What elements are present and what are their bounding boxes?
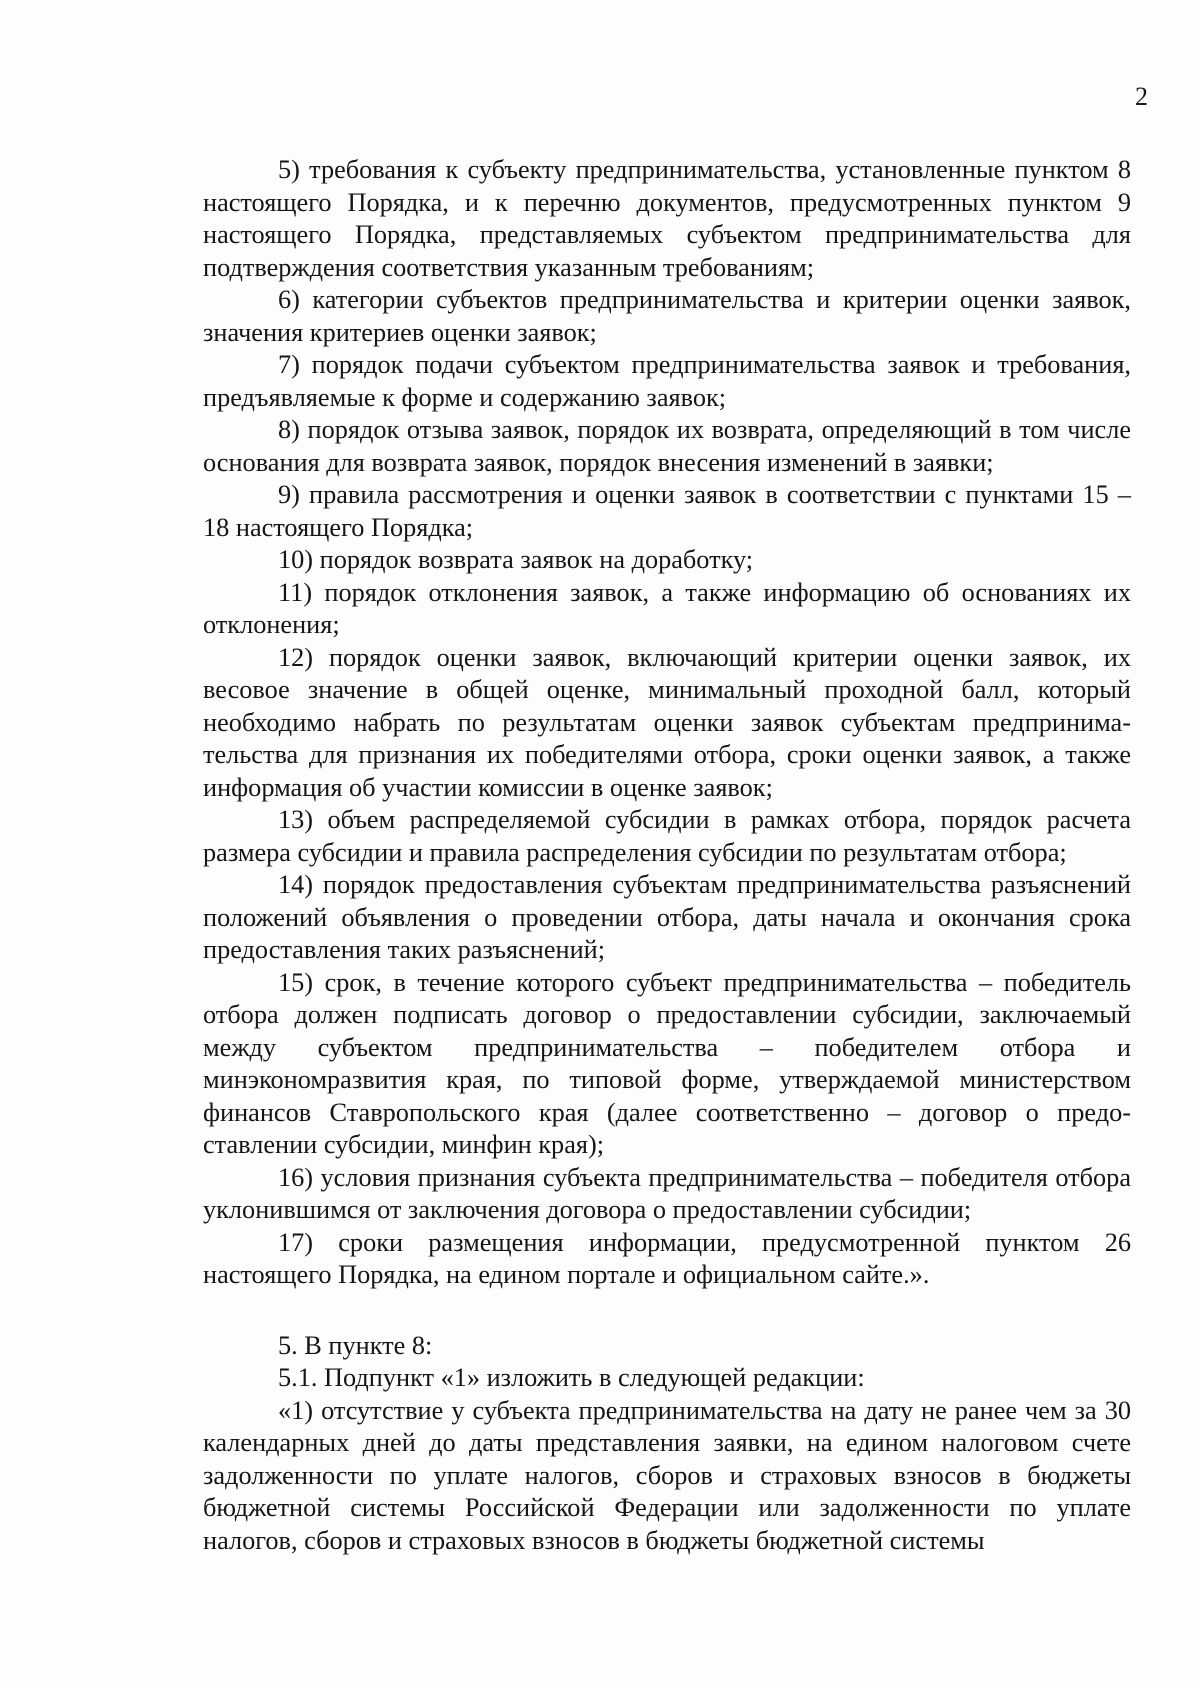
subsection-heading: 5.1. Подпункт «1» изложить в следующей редакции: (278, 1363, 865, 1392)
section-heading: 5. В пункте 8: (278, 1330, 433, 1360)
list-item-15: 15) срок, в течение которого субъект предпринимательства – победитель отбора должен подписать договор о предоставлении субсидии, заключаемый между субъектом предпринимательства – победителем отбора и минэкономразвития края, по типовой форме, утверждаемой министерством финансов Ставропольского края (далее соответственно – договор о предоставлении субсидии, минфин края); (203, 967, 1131, 1159)
list-item-14: 14) порядок предоставления субъектам предпринимательства разъяснений положений объявления о проведении отбора, даты начала и окончания срока предоставления таких разъяснений; (203, 870, 1131, 964)
list-item-8: 8) порядок отзыва заявок, порядок их возврата, определяющий в том числе основания для возврата заявок, порядок внесения изменений в заявки; (203, 415, 1131, 477)
section-spacer (203, 1292, 1131, 1330)
amendment-paragraph: «1) отсутствие у субъекта предпринимательства на дату не ранее чем за 30 календарных дней до даты представления заявки, на едином налоговом счете задолженности по уплате налогов, сборов и страховых взносов в бюджеты бюджетной системы Российской Федерации или задолженности по уплате налогов, сборов и страховых взносов в бюджеты бюджетной системы (203, 1395, 1131, 1555)
list-item-11: 11) порядок отклонения заявок, а также информацию об основаниях их отклонения; (203, 577, 1131, 639)
list-item-7: 7) порядок подачи субъектом предпринимательства заявок и требования, предъявляемые к форме и содержанию заявок; (203, 350, 1131, 412)
document-body (203, 154, 1131, 1557)
list-item-12: 12) порядок оценки заявок, включающий критерии оценки заявок, их весовое значение в общей оценке, минимальный проходной балл, который необходимо набрать по результатам оценки заявок субъектам предпринимательства для признания их победителями отбора, сроки оценки заявок, а также информация об участии комиссии в оценке заявок; (203, 642, 1131, 802)
list-item-17: 17) сроки размещения информации, предусмотренной пунктом 26 настоящего Порядка, на едином портале и официальном сайте.». (203, 1227, 1131, 1289)
list-item-6: 6) категории субъектов предпринимательства и критерии оценки заявок, значения критериев оценки заявок; (203, 285, 1131, 347)
list-item-10: 10) порядок возврата заявок на доработку; (278, 545, 754, 574)
list-item-9: 9) правила рассмотрения и оценки заявок в соответствии с пунктами 15 – 18 настоящего Порядка; (203, 480, 1131, 542)
page-number: 2 (1135, 82, 1148, 111)
list-item-5: 5) требования к субъекту предпринимательства, установленные пунктом 8 настоящего Порядка, и к перечню документов, предусмотренных пунктом 9 настоящего Порядка, представляемых субъектом предпринимательства для подтверждения соответствия указанным требованиям; (203, 155, 1131, 282)
list-item-16: 16) условия признания субъекта предпринимательства – победителя отбора уклонившимся от заключения договора о предоставлении субсидии; (203, 1162, 1131, 1224)
list-item-13: 13) объем распределяемой субсидии в рамках отбора, порядок расчета размера субсидии и правила распределения субсидии по результатам отбора; (203, 805, 1131, 867)
